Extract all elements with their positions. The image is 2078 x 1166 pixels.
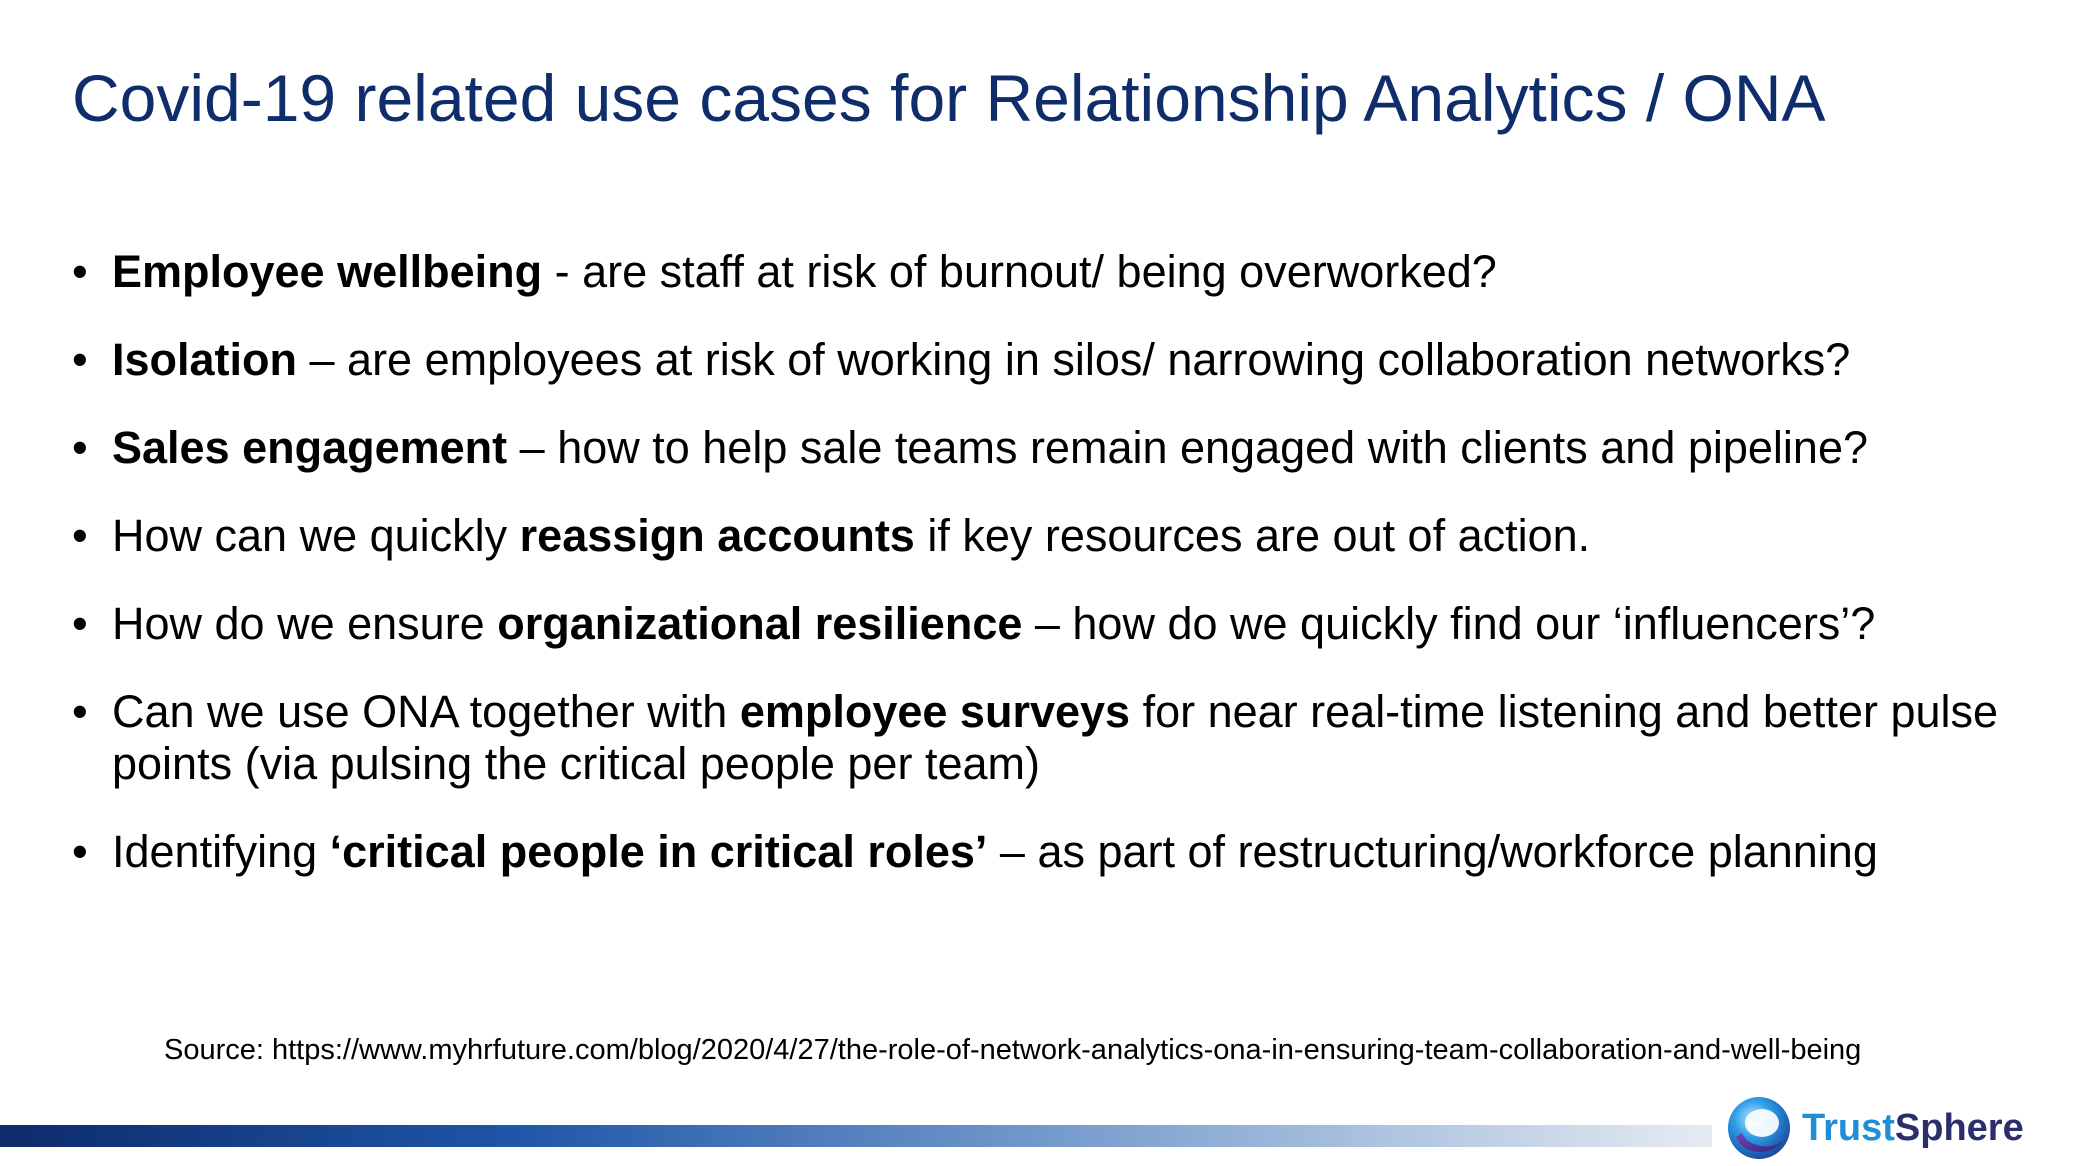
bullet-bold-text: Sales engagement — [112, 422, 508, 473]
bullet-item — [72, 246, 2032, 298]
footer-gradient-bar — [0, 1125, 1712, 1147]
bullet-bold-text: Employee wellbeing — [112, 246, 543, 297]
bullet-bold-text: Isolation — [112, 334, 298, 385]
bullet-text: for near real-time listening and better pulse points (via pulsing the critical people per team) — [112, 686, 1999, 789]
bullet-text: if key resources are out of action. — [914, 510, 1591, 561]
bullet-marker: • — [72, 246, 88, 297]
bullet-text: How do we ensure — [112, 598, 498, 649]
bullet-bold-text: employee surveys — [739, 686, 1131, 737]
bullet-bold-text: ‘critical people in critical roles’ — [329, 826, 988, 877]
bullet-text: – are employees at risk of working in silos/ narrowing collaboration networks? — [297, 334, 1851, 385]
bullet-item — [72, 334, 2032, 386]
bullet-item — [72, 826, 2032, 878]
bullet-bold-text: organizational resilience — [497, 598, 1023, 649]
trustsphere-logo — [1724, 1090, 2024, 1166]
bullet-item — [72, 686, 2032, 790]
bullet-item — [72, 510, 2032, 562]
bullet-text: – how do we quickly find our ‘influencers’? — [1022, 598, 1876, 649]
slide-title: Covid-19 related use cases for Relationship Analytics / ONA — [72, 61, 1826, 135]
bullet-marker: • — [72, 510, 88, 561]
bullet-marker: • — [72, 422, 88, 473]
bullet-text: – how to help sale teams remain engaged with clients and pipeline? — [507, 422, 1869, 473]
bullet-text: Can we use ONA together with — [112, 686, 740, 737]
bullet-text: How can we quickly — [112, 510, 520, 561]
bullet-marker: • — [72, 686, 88, 737]
logo-wordmark — [1802, 1107, 2024, 1150]
bullet-bold-text: reassign accounts — [519, 510, 915, 561]
bullet-text: - are staff at risk of burnout/ being overworked? — [542, 246, 1497, 297]
bullet-marker: • — [72, 826, 88, 877]
logo-word-sphere: Sphere — [1894, 1106, 2024, 1149]
bullet-marker: • — [72, 334, 88, 385]
trustsphere-globe-icon — [1724, 1093, 1794, 1163]
bullet-text: Identifying — [112, 826, 330, 877]
bullet-marker: • — [72, 598, 88, 649]
bullet-list — [72, 246, 2032, 914]
source-citation: Source: https://www.myhrfuture.com/blog/2020/4/27/the-role-of-network-analytics-ona-in-ensuring-team-collaboration-and-well-being — [164, 1034, 1862, 1066]
logo-word-trust: Trust — [1802, 1106, 1895, 1149]
bullet-item — [72, 598, 2032, 650]
bullet-text: – as part of restructuring/workforce planning — [987, 826, 1878, 877]
bullet-item — [72, 422, 2032, 474]
